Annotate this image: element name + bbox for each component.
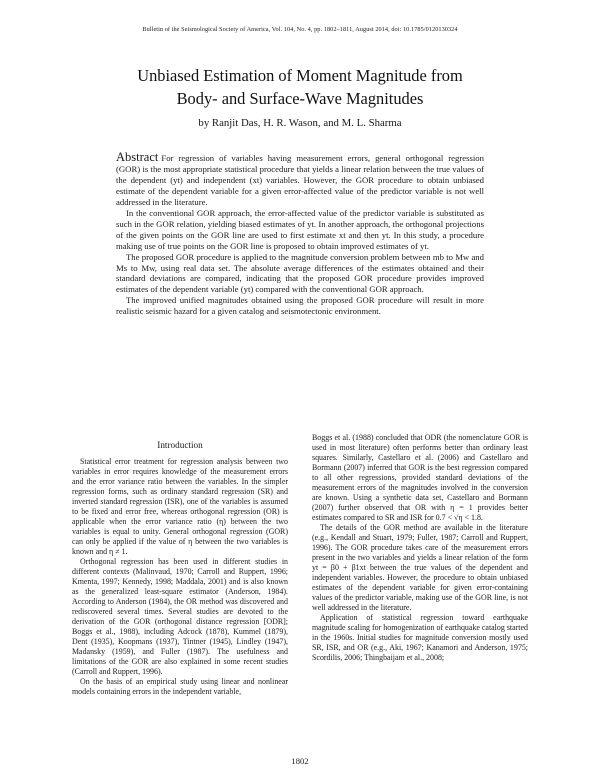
abstract-label: Abstract	[116, 150, 159, 164]
right-column	[312, 433, 528, 663]
left-paragraph-1: Statistical error treatment for regression analysis between two variables in error requires knowledge of the measurement errors and the error variance ratio between the variables. In the simpler regression forms, such as ordinary standard regression (SR) and inverted standard regression (ISR), one of the variables is assumed to be fixed and error free, whereas orthogonal regression (OR) is applicable when the error variance ratio (η) between the two variables is equal to unity. General orthogonal regression (GOR) can only be applied if the value of η between the two variables is known and η ≠ 1.	[72, 457, 288, 557]
right-paragraph-1: Boggs et al. (1988) concluded that ODR (the nomenclature GOR is used in most literature) often performs better than ordinary least squares. Similarly, Castellaro et al. (2006) and Castellaro and Bormann (2007) inferred that GOR is the best regression compared to all other regressions, provided standard deviations of the measurement errors of the magnitudes involved in the conversion are known. Using a synthetic data set, Castellaro and Bormann (2007) further observed that OR with η = 1 provides better estimates compared to SR and ISR for 0.7 < √η < 1.8.	[312, 433, 528, 523]
section-heading-introduction: Introduction	[157, 440, 203, 450]
left-column	[72, 440, 288, 697]
abstract-paragraph-4: The improved unified magnitudes obtained using the proposed GOR procedure will result in more realistic seismic hazard for a given catalog and seismotectonic environment.	[116, 295, 484, 317]
journal-header: Bulletin of the Seismological Society of America, Vol. 104, No. 4, pp. 1802–1811, August 2014, doi: 10.1785/0120130324	[142, 26, 458, 33]
abstract-paragraph-2: In the conventional GOR approach, the error-affected value of the predictor variable is substituted as such in the GOR relation, yielding biased estimates of yt. In another approach, the orthogonal projections of the given points on the GOR line are used to first estimate xt and then yt. In this study, a procedure making use of true points on the GOR line is proposed to obtain improved estimates of yt.	[116, 207, 484, 251]
title-line-1: Unbiased Estimation of Moment Magnitude from	[137, 66, 463, 85]
abstract	[116, 152, 484, 317]
paper-title	[40, 64, 560, 110]
left-paragraph-3: On the basis of an empirical study using linear and nonlinear models containing errors in the independent variable,	[72, 677, 288, 697]
left-paragraph-2: Orthogonal regression has been used in different studies in different contexts (Malinvaud, 1970; Carroll and Ruppert, 1996; Kmenta, 1997; Kennedy, 1998; Maddala, 2001) and is also known as the generalized least-square estimator (Anderson, 1984). According to Anderson (1984), the OR method was discovered and rediscovered several times. Several studies are devoted to the derivation of the GOR (orthogonal distance regression [ODR]; Boggs et al., 1988), including Adcock (1878), Kummel (1879), Dent (1935), Koopmans (1937), Tintner (1945), Lindley (1947), Madansky (1959), and Fuller (1987). The usefulness and limitations of the GOR are also explained in some recent studies (Carroll and Ruppert, 1996).	[72, 557, 288, 677]
abstract-text-1: For regression of variables having measurement errors, general orthogonal regression (GOR) is the most appropriate statistical procedure that yields a linear relation between the true values of the dependent (yt) and independent (xt) variables. However, the GOR procedure to obtain unbiased estimate of the dependent variable for a given error-affected value of the predictor variable is not well addressed in the literature.	[116, 153, 484, 207]
right-paragraph-2: The details of the GOR method are available in the literature (e.g., Kendall and Stuart, 1979; Fuller, 1987; Carroll and Ruppert, 1996). The GOR procedure takes care of the measurement errors present in the two variables and yields a linear relation of the form yt = β0 + β1xt between the true values of the dependent and independent variables. However, the procedure to obtain unbiased estimates of the dependent variable for given error-containing values of the predictor variable, making use of the GOR line, is not well addressed in the literature.	[312, 523, 528, 613]
right-paragraph-3: Application of statistical regression toward earthquake magnitude scaling for homogenization of earthquake catalog started in the 1960s. Initial studies for magnitude conversion mostly used SR, ISR, and OR (e.g., Aki, 1967; Kanamori and Anderson, 1975; Scordilis, 2006; Thingbaijam et al., 2008;	[312, 613, 528, 663]
title-line-2: Body- and Surface-Wave Magnitudes	[176, 89, 424, 108]
page-number: 1802	[291, 756, 309, 766]
author-list: by Ranjit Das, H. R. Wason, and M. L. Sharma	[198, 117, 402, 129]
abstract-paragraph-3: The proposed GOR procedure is applied to the magnitude conversion problem between mb to Mw and Ms to Mw, using real data set. The absolute average differences of the estimates obtained and their standard deviations are compared, indicating that the proposed GOR procedure provides improved estimates of the dependent variable (yt) compared with the conventional GOR approach.	[116, 251, 484, 295]
abstract-paragraph-1	[116, 152, 484, 208]
